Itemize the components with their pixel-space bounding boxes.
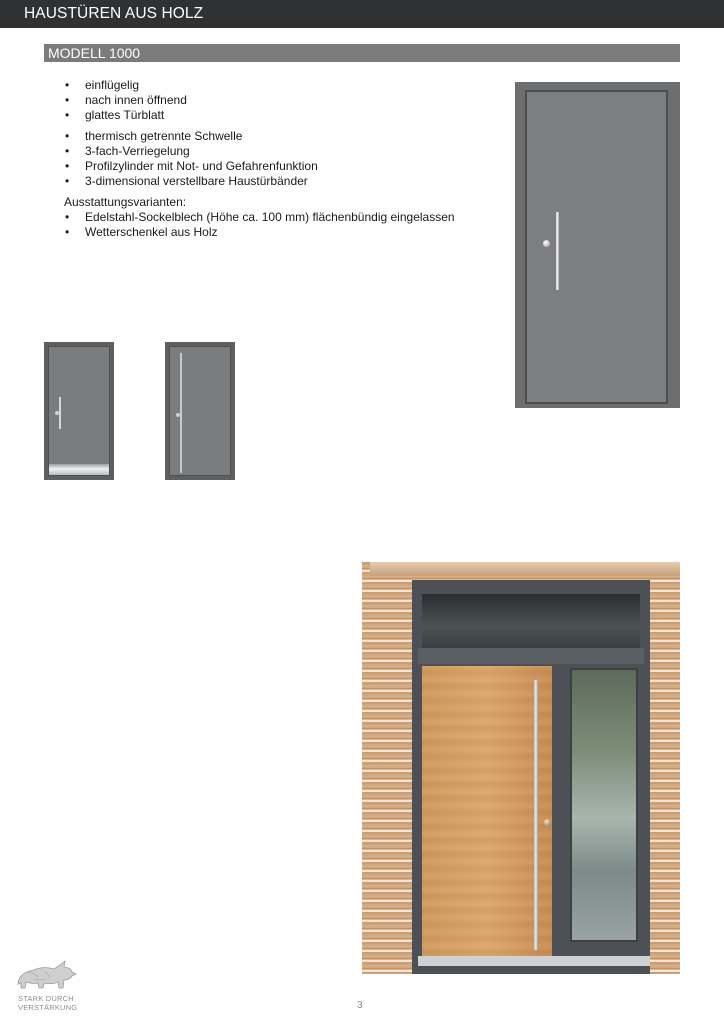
door-handle-bar xyxy=(59,397,61,429)
variants-list xyxy=(64,210,504,240)
door-knob xyxy=(543,240,550,247)
rhino-logo-icon xyxy=(14,955,78,993)
entrance-photo xyxy=(362,562,680,974)
top-board xyxy=(370,562,680,576)
door-leaf xyxy=(48,346,110,476)
list-item: • Profilzylinder mit Not- und Gefahrenfunktion xyxy=(64,159,504,174)
feature-group-technical xyxy=(64,129,504,189)
list-item: • nach innen öffnend xyxy=(64,93,504,108)
door-knob xyxy=(176,413,180,417)
model-title: MODELL 1000 xyxy=(48,45,141,61)
door-main-image xyxy=(515,82,680,408)
page-header-title: HAUSTÜREN AUS HOLZ xyxy=(24,5,204,22)
door-knob xyxy=(55,411,59,415)
model-title-bar xyxy=(44,44,680,62)
door-variant-kickplate-image xyxy=(44,342,114,480)
list-item: • 3-fach-Verriegelung xyxy=(64,144,504,159)
logo-tagline xyxy=(18,994,77,1012)
feature-list xyxy=(64,78,504,240)
door-variant-long-handle-image xyxy=(165,342,235,480)
threshold xyxy=(418,956,650,966)
kickplate xyxy=(49,464,109,475)
list-item: • 3-dimensional verstellbare Haustürbänder xyxy=(64,174,504,189)
door-leaf xyxy=(525,90,668,404)
door-leaf xyxy=(169,346,231,476)
logo-tagline-line2: VERSTÄRKUNG xyxy=(18,1003,78,1012)
door-handle-bar xyxy=(556,212,559,290)
logo-tagline-line1: STARK DURCH xyxy=(18,994,74,1003)
feature-group-basic xyxy=(64,78,504,123)
list-item: • glattes Türblatt xyxy=(64,108,504,123)
list-item: • Edelstahl-Sockelblech (Höhe ca. 100 mm) flächenbündig eingelassen xyxy=(64,210,504,225)
door-knob xyxy=(544,819,551,826)
list-item: • einflügelig xyxy=(64,78,504,93)
transom-window xyxy=(422,594,640,648)
sidelight-window xyxy=(570,668,638,942)
header-bar xyxy=(0,0,724,28)
door-handle-bar xyxy=(534,680,538,950)
list-item: • Wetterschenkel aus Holz xyxy=(64,225,504,240)
door-handle-bar xyxy=(180,353,182,473)
frame-crossbar xyxy=(418,648,644,664)
page-number: 3 xyxy=(357,1000,363,1011)
list-item: • thermisch getrennte Schwelle xyxy=(64,129,504,144)
variants-heading: Ausstattungsvarianten: xyxy=(64,195,187,209)
wooden-door-leaf xyxy=(422,666,552,956)
